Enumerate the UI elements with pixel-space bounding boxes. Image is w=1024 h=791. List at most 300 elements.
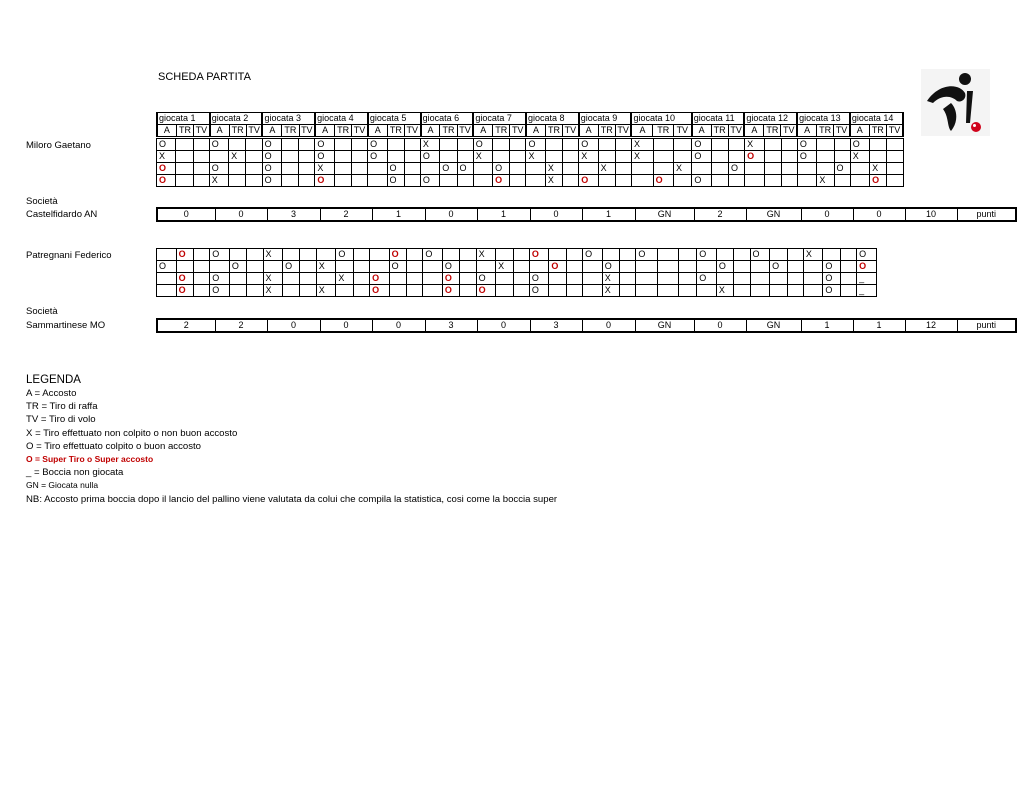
legend-item: _ = Boccia non giocata	[26, 467, 124, 479]
score-cell	[615, 163, 631, 175]
legend-item: GN = Giocata nulla	[26, 480, 99, 491]
score-cell	[583, 273, 603, 285]
score-cell	[579, 163, 598, 175]
total-cell: 0	[801, 208, 853, 221]
score-cell: O	[797, 139, 816, 151]
score-cell	[583, 261, 603, 273]
score-cell	[420, 163, 439, 175]
score-cell	[510, 163, 526, 175]
column-header: TR	[387, 125, 404, 137]
score-cell: X	[870, 163, 887, 175]
score-cell: O	[370, 285, 390, 297]
column-header: TV	[246, 125, 262, 137]
column-header: TR	[493, 125, 510, 137]
column-header: TR	[176, 125, 193, 137]
score-cell: O	[834, 163, 850, 175]
score-cell: O	[797, 151, 816, 163]
score-cell	[513, 261, 529, 273]
score-cell: O	[457, 163, 473, 175]
score-cell	[770, 273, 787, 285]
score-cell: X	[336, 273, 353, 285]
column-header: TV	[299, 125, 315, 137]
score-cell	[803, 285, 823, 297]
giocata-header: giocata 8	[526, 113, 579, 125]
score-cell	[692, 163, 711, 175]
total-cell: GN	[635, 208, 694, 221]
score-cell	[316, 249, 336, 261]
score-cell	[549, 273, 566, 285]
column-header: A	[421, 125, 440, 137]
total-cell: 1	[582, 208, 635, 221]
score-cell	[353, 273, 369, 285]
score-cell	[545, 139, 562, 151]
score-cell	[336, 261, 353, 273]
score-cell	[716, 273, 733, 285]
score-cell	[598, 139, 615, 151]
total-cell: 0	[853, 208, 905, 221]
player-name: Miloro Gaetano	[26, 140, 91, 151]
score-cell	[678, 249, 696, 261]
score-cell	[510, 175, 526, 187]
score-cell: O	[157, 163, 176, 175]
score-cell	[247, 249, 263, 261]
total-cell: 2	[157, 319, 215, 332]
score-cell	[658, 261, 679, 273]
score-cell: X	[632, 139, 654, 151]
score-cell	[563, 139, 579, 151]
score-cell	[850, 175, 869, 187]
column-header: A	[157, 125, 176, 137]
score-cell	[247, 261, 263, 273]
score-cell	[281, 163, 298, 175]
score-cell	[510, 139, 526, 151]
score-cell: O	[602, 261, 619, 273]
score-cell	[566, 261, 582, 273]
score-cell	[460, 249, 476, 261]
score-cell	[299, 163, 315, 175]
score-cell	[887, 175, 904, 187]
score-cell	[711, 139, 728, 151]
giocata-header: giocata 14	[850, 113, 903, 125]
score-cell	[404, 151, 420, 163]
score-cell: O	[716, 261, 733, 273]
score-cell: O	[336, 249, 353, 261]
total-cell: 0	[477, 319, 530, 332]
total-cell: 1	[477, 208, 530, 221]
score-cell	[334, 139, 351, 151]
score-cell	[750, 261, 770, 273]
score-cell	[229, 285, 246, 297]
score-cell	[513, 285, 529, 297]
points-label: punti	[957, 319, 1016, 332]
column-header: TR	[817, 125, 834, 137]
score-cell	[728, 175, 744, 187]
score-cell	[840, 261, 856, 273]
total-cell: 3	[530, 319, 582, 332]
legend-title: LEGENDA	[26, 374, 81, 386]
score-cell	[229, 249, 246, 261]
score-cell	[653, 151, 673, 163]
score-cell	[299, 175, 315, 187]
score-cell	[566, 285, 582, 297]
score-cell	[658, 285, 679, 297]
score-cell: O	[389, 261, 406, 273]
score-cell	[674, 139, 692, 151]
score-cell: X	[209, 175, 228, 187]
score-cell: O	[493, 175, 510, 187]
score-cell	[787, 249, 803, 261]
score-cell: O	[229, 261, 246, 273]
score-cell	[781, 151, 797, 163]
score-cell	[281, 151, 298, 163]
score-cell: O	[493, 163, 510, 175]
score-cell	[229, 139, 246, 151]
score-cell: O	[692, 151, 711, 163]
page-title: SCHEDA PARTITA	[158, 71, 251, 83]
score-cell: X	[632, 151, 654, 163]
score-cell	[636, 261, 658, 273]
score-cell	[566, 273, 582, 285]
society-label: Società	[26, 306, 58, 317]
total-cell: 2	[215, 319, 267, 332]
score-cell	[209, 151, 228, 163]
score-cell	[407, 249, 423, 261]
total-cell: 0	[320, 319, 372, 332]
score-cell: O	[473, 139, 492, 151]
score-cell	[246, 151, 262, 163]
score-cell	[817, 139, 834, 151]
score-cell	[734, 261, 750, 273]
score-cell: O	[442, 285, 459, 297]
score-cell	[563, 151, 579, 163]
score-cell	[840, 273, 856, 285]
column-header: TR	[282, 125, 299, 137]
giocata-header: giocata 11	[692, 113, 745, 125]
score-cell	[803, 261, 823, 273]
score-cell	[460, 261, 476, 273]
score-cell	[351, 175, 367, 187]
score-cell	[473, 175, 492, 187]
total-cell: 0	[372, 319, 425, 332]
column-header: TV	[886, 125, 903, 137]
score-cell: X	[545, 175, 562, 187]
score-cell	[787, 285, 803, 297]
score-cell: O	[210, 249, 230, 261]
score-header	[156, 112, 904, 137]
score-cell	[563, 163, 579, 175]
society-name: Sammartinese MO	[26, 320, 106, 331]
column-header: TR	[335, 125, 352, 137]
score-cell	[887, 151, 904, 163]
total-cell: GN	[746, 208, 801, 221]
score-cell: O	[750, 249, 770, 261]
totals-row	[156, 207, 1017, 222]
score-cell: X	[263, 285, 283, 297]
score-cell	[870, 139, 887, 151]
giocata-header: giocata 9	[579, 113, 632, 125]
score-cell: O	[370, 273, 390, 285]
giocata-header: giocata 3	[262, 113, 315, 125]
score-cell: O	[176, 273, 193, 285]
score-cell	[442, 249, 459, 261]
score-cell	[246, 175, 262, 187]
score-cell	[423, 273, 443, 285]
score-cell: X	[850, 151, 869, 163]
score-cell	[263, 261, 283, 273]
score-cell	[887, 163, 904, 175]
column-header: TV	[834, 125, 850, 137]
score-cell	[496, 249, 513, 261]
score-cell	[653, 139, 673, 151]
score-cell	[781, 175, 797, 187]
score-cell: O	[315, 139, 334, 151]
score-cell	[176, 151, 193, 163]
legend-note: NB: Accosto prima boccia dopo il lancio del pallino viene valutata da colui che compila la statistica, cosi come la boccia super	[26, 493, 558, 505]
score-grid	[156, 248, 877, 297]
score-cell	[229, 175, 246, 187]
score-cell	[247, 285, 263, 297]
bocce-player-icon	[921, 69, 990, 136]
score-cell: X	[602, 285, 619, 297]
score-cell	[711, 151, 728, 163]
score-cell: O	[697, 273, 717, 285]
total-cell: 3	[267, 208, 320, 221]
score-cell	[353, 285, 369, 297]
giocata-header: giocata 7	[473, 113, 526, 125]
score-cell: _	[857, 285, 877, 297]
score-cell: O	[823, 285, 840, 297]
score-cell	[887, 139, 904, 151]
score-cell	[157, 285, 177, 297]
score-cell	[157, 273, 177, 285]
score-cell: O	[315, 151, 334, 163]
score-cell	[283, 273, 300, 285]
score-cell	[353, 261, 369, 273]
score-cell	[750, 273, 770, 285]
score-cell: X	[476, 249, 496, 261]
score-cell	[299, 139, 315, 151]
score-cell	[716, 249, 733, 261]
score-cell	[764, 139, 781, 151]
score-cell	[850, 163, 869, 175]
score-cell	[526, 163, 545, 175]
score-cell: O	[549, 261, 566, 273]
score-cell	[370, 249, 390, 261]
score-cell	[387, 151, 404, 163]
score-cell	[803, 273, 823, 285]
score-cell: O	[823, 261, 840, 273]
score-cell	[176, 261, 193, 273]
score-cell: O	[387, 175, 404, 187]
total-cell: 3	[425, 319, 477, 332]
score-cell	[834, 139, 850, 151]
score-cell: O	[389, 249, 406, 261]
score-cell	[460, 285, 476, 297]
score-cell	[351, 151, 367, 163]
score-cell: O	[387, 163, 404, 175]
score-cell: O	[283, 261, 300, 273]
player-name: Patregnani Federico	[26, 250, 112, 261]
score-cell	[764, 163, 781, 175]
score-cell	[620, 285, 636, 297]
column-header: TR	[229, 125, 246, 137]
total-cell: GN	[746, 319, 801, 332]
score-cell	[423, 285, 443, 297]
score-cell	[407, 261, 423, 273]
score-cell	[423, 261, 443, 273]
score-cell	[620, 261, 636, 273]
score-cell: O	[476, 285, 496, 297]
total-cell: 2	[320, 208, 372, 221]
score-cell	[697, 285, 717, 297]
score-cell	[493, 139, 510, 151]
column-header: TV	[510, 125, 526, 137]
score-cell	[658, 273, 679, 285]
column-header: TR	[711, 125, 728, 137]
score-cell	[728, 139, 744, 151]
score-cell: O	[176, 249, 193, 261]
score-cell: O	[423, 249, 443, 261]
score-cell	[496, 285, 513, 297]
score-cell	[351, 139, 367, 151]
score-cell	[734, 249, 750, 261]
score-cell	[176, 139, 193, 151]
legend-item: O = Tiro effettuato colpito o buon accosto	[26, 440, 202, 452]
giocata-header: giocata 6	[421, 113, 474, 125]
score-cell	[457, 151, 473, 163]
score-cell: O	[368, 151, 387, 163]
score-cell	[407, 285, 423, 297]
score-cell: X	[473, 151, 492, 163]
score-cell: O	[579, 175, 598, 187]
score-cell	[300, 273, 316, 285]
score-cell	[734, 273, 750, 285]
score-cell	[157, 249, 177, 261]
score-cell: O	[157, 139, 176, 151]
score-cell: X	[315, 163, 334, 175]
score-cell	[407, 273, 423, 285]
total-cell: 0	[157, 208, 215, 221]
column-header: A	[579, 125, 598, 137]
score-cell: O	[526, 139, 545, 151]
score-cell	[193, 151, 209, 163]
total-cell: 12	[905, 319, 957, 332]
column-header: TV	[673, 125, 691, 137]
score-cell	[620, 273, 636, 285]
giocata-header: giocata 1	[157, 113, 210, 125]
score-cell	[674, 175, 692, 187]
score-cell	[210, 261, 230, 273]
legend	[26, 373, 557, 506]
score-cell: O	[697, 249, 717, 261]
total-cell: 2	[694, 208, 746, 221]
column-header: A	[368, 125, 387, 137]
score-cell	[300, 261, 316, 273]
score-cell	[193, 163, 209, 175]
column-header: TR	[653, 125, 673, 137]
score-cell	[583, 285, 603, 297]
score-cell: O	[209, 163, 228, 175]
total-cell: 0	[582, 319, 635, 332]
score-cell	[636, 285, 658, 297]
score-grid	[156, 138, 904, 187]
giocata-header: giocata 4	[315, 113, 368, 125]
score-cell	[299, 151, 315, 163]
score-cell	[711, 163, 728, 175]
score-cell: O	[870, 175, 887, 187]
score-cell	[281, 139, 298, 151]
score-cell	[697, 261, 717, 273]
score-cell: X	[716, 285, 733, 297]
score-cell	[620, 249, 636, 261]
score-cell	[750, 285, 770, 297]
score-cell	[176, 163, 193, 175]
score-cell	[615, 175, 631, 187]
score-cell	[440, 151, 457, 163]
score-cell	[404, 175, 420, 187]
score-cell	[283, 249, 300, 261]
score-cell	[549, 249, 566, 261]
score-cell: O	[583, 249, 603, 261]
column-header: TV	[352, 125, 368, 137]
total-cell: 0	[215, 208, 267, 221]
score-cell	[176, 175, 193, 187]
score-cell	[674, 151, 692, 163]
score-cell	[770, 249, 787, 261]
score-cell	[728, 151, 744, 163]
score-cell: _	[857, 273, 877, 285]
score-cell	[678, 285, 696, 297]
score-cell	[368, 163, 387, 175]
score-cell	[440, 139, 457, 151]
score-cell	[473, 163, 492, 175]
score-cell	[817, 163, 834, 175]
score-cell	[563, 175, 579, 187]
column-header: TR	[440, 125, 457, 137]
score-cell	[334, 175, 351, 187]
total-cell: 0	[530, 208, 582, 221]
column-header: TV	[194, 125, 210, 137]
score-cell	[602, 249, 619, 261]
score-cell	[797, 175, 816, 187]
score-cell	[246, 139, 262, 151]
score-cell: O	[442, 273, 459, 285]
column-header: A	[692, 125, 711, 137]
score-cell	[781, 139, 797, 151]
points-label: punti	[957, 208, 1016, 221]
total-cell: 1	[853, 319, 905, 332]
score-cell	[193, 261, 209, 273]
score-cell	[615, 139, 631, 151]
giocata-header: giocata 2	[210, 113, 263, 125]
score-cell	[711, 175, 728, 187]
column-header: A	[526, 125, 545, 137]
score-cell	[334, 163, 351, 175]
score-cell	[615, 151, 631, 163]
score-cell: O	[315, 175, 334, 187]
giocata-header: giocata 12	[744, 113, 797, 125]
score-cell	[193, 249, 209, 261]
score-cell: O	[440, 163, 457, 175]
total-cell: 1	[801, 319, 853, 332]
score-cell	[817, 151, 834, 163]
score-cell: O	[176, 285, 193, 297]
column-header: TV	[615, 125, 631, 137]
score-cell: O	[262, 151, 281, 163]
column-header: A	[473, 125, 492, 137]
score-cell: X	[817, 175, 834, 187]
score-cell: X	[316, 261, 336, 273]
